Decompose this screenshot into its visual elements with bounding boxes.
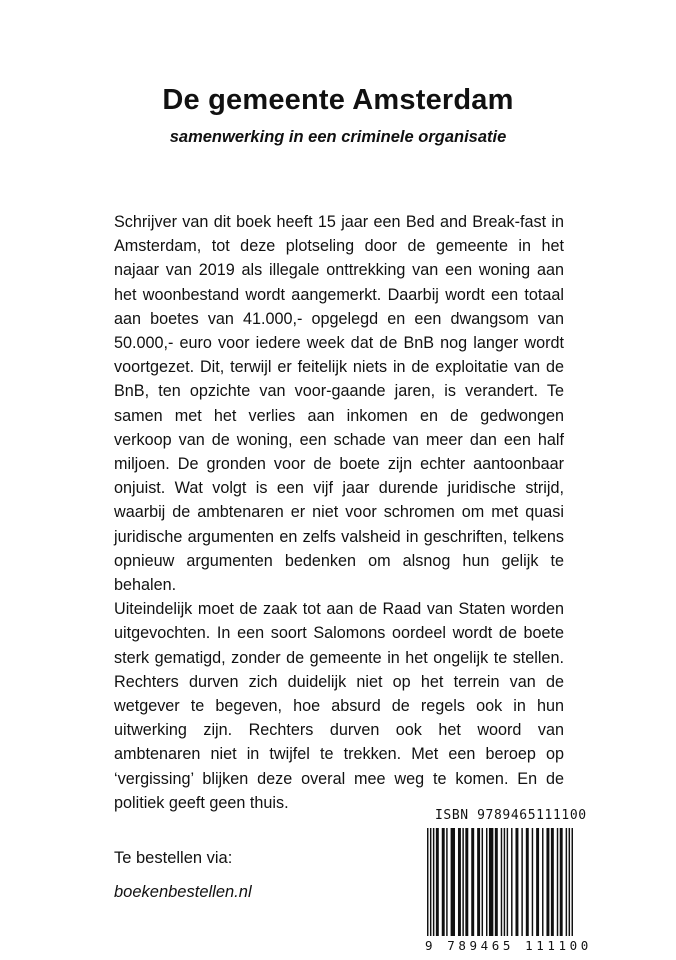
barcode-bar — [521, 828, 522, 936]
barcode-bar — [436, 828, 439, 936]
barcode-bars — [425, 828, 575, 940]
barcode-bar — [486, 828, 487, 936]
isbn-barcode — [425, 808, 592, 960]
blurb-paragraph-1: Schrijver van dit boek heeft 15 jaar een Bed and Break-fast in Amsterdam, tot deze plotseling door de gemeente in het najaar van 2019 als illegale onttrekking van een woning aan het woonbestand wordt aangemerkt. Daarbij wordt een totaal aan boetes van 41.000,- opgelegd en een dwangsom van 50.000,- euro voor iedere week dat de BnB nog langer wordt voortgezet. Dit, terwijl er feitelijk niets in de exploitatie van de BnB, ten opzichte van voor-gaande jaren, is verandert. Te samen met het verlies aan inkomen en de gedwongen verkoop van de woning, een schade van meer dan een half miljoen. De gronden voor de boete zijn echter aantoonbaar onjuist. Wat volgt is een vijf jaar durende juridische strijd, waarbij de ambtenaren er niet voor schromen om met quasi juridische argumenten en zelfs valsheid in geschriften, telkens opnieuw argumenten bedenken om alsnog hun gelijk te behalen. — [114, 213, 564, 595]
barcode-bar — [560, 828, 563, 936]
barcode-bar — [465, 828, 468, 936]
barcode-bar — [482, 828, 483, 936]
barcode-bar — [542, 828, 543, 936]
barcode-bar — [572, 828, 573, 936]
order-website: boekenbestellen.nl — [114, 883, 252, 901]
barcode-bar — [569, 828, 570, 936]
barcode-bar — [501, 828, 502, 936]
barcode-bar — [430, 828, 431, 936]
barcode-bar — [532, 828, 533, 936]
barcode-bar — [515, 828, 518, 936]
order-label: Te bestellen via: — [114, 849, 233, 867]
barcode-bar — [446, 828, 447, 936]
barcode-bar — [427, 828, 428, 936]
barcode-digits: 9 789465 111100 — [425, 938, 592, 953]
barcode-bar — [442, 828, 445, 936]
isbn-label: ISBN 9789465111100 — [435, 808, 587, 823]
book-title: De gemeente Amsterdam — [162, 84, 514, 116]
barcode-bar — [546, 828, 549, 936]
blurb-text — [114, 210, 564, 815]
barcode-bar — [557, 828, 558, 936]
barcode-bar — [489, 828, 493, 936]
barcode-bar — [526, 828, 529, 936]
barcode-bar — [511, 828, 512, 936]
barcode-bar — [551, 828, 554, 936]
barcode-bar — [458, 828, 461, 936]
blurb-paragraph-2: Uiteindelijk moet de zaak tot aan de Raad van Staten worden uitgevochten. In een soort Salomons oordeel wordt de boete sterk gematigd, zonder de gemeente in het ongelijk te stellen. Rechters durven zich duidelijk niet op het terrein van de wetgever te begeven, hoe absurd de regels ook in hun uitwerking zijn. Rechters durven ook het woord van ambtenaren niet in twijfel te trekken. Met een beroep op ‘vergissing’ blijken deze overal mee weg te komen. En de politiek geeft geen thuis. — [114, 600, 564, 812]
barcode-bar — [536, 828, 539, 936]
barcode-bar — [477, 828, 480, 936]
barcode-bar — [495, 828, 498, 936]
barcode-bar — [433, 828, 434, 936]
barcode-bar — [507, 828, 508, 936]
barcode-bar — [451, 828, 455, 936]
barcode-bar — [462, 828, 463, 936]
barcode-bar — [566, 828, 567, 936]
barcode-bar — [504, 828, 505, 936]
book-subtitle: samenwerking in een criminele organisatie — [169, 128, 507, 146]
barcode-bar — [471, 828, 474, 936]
